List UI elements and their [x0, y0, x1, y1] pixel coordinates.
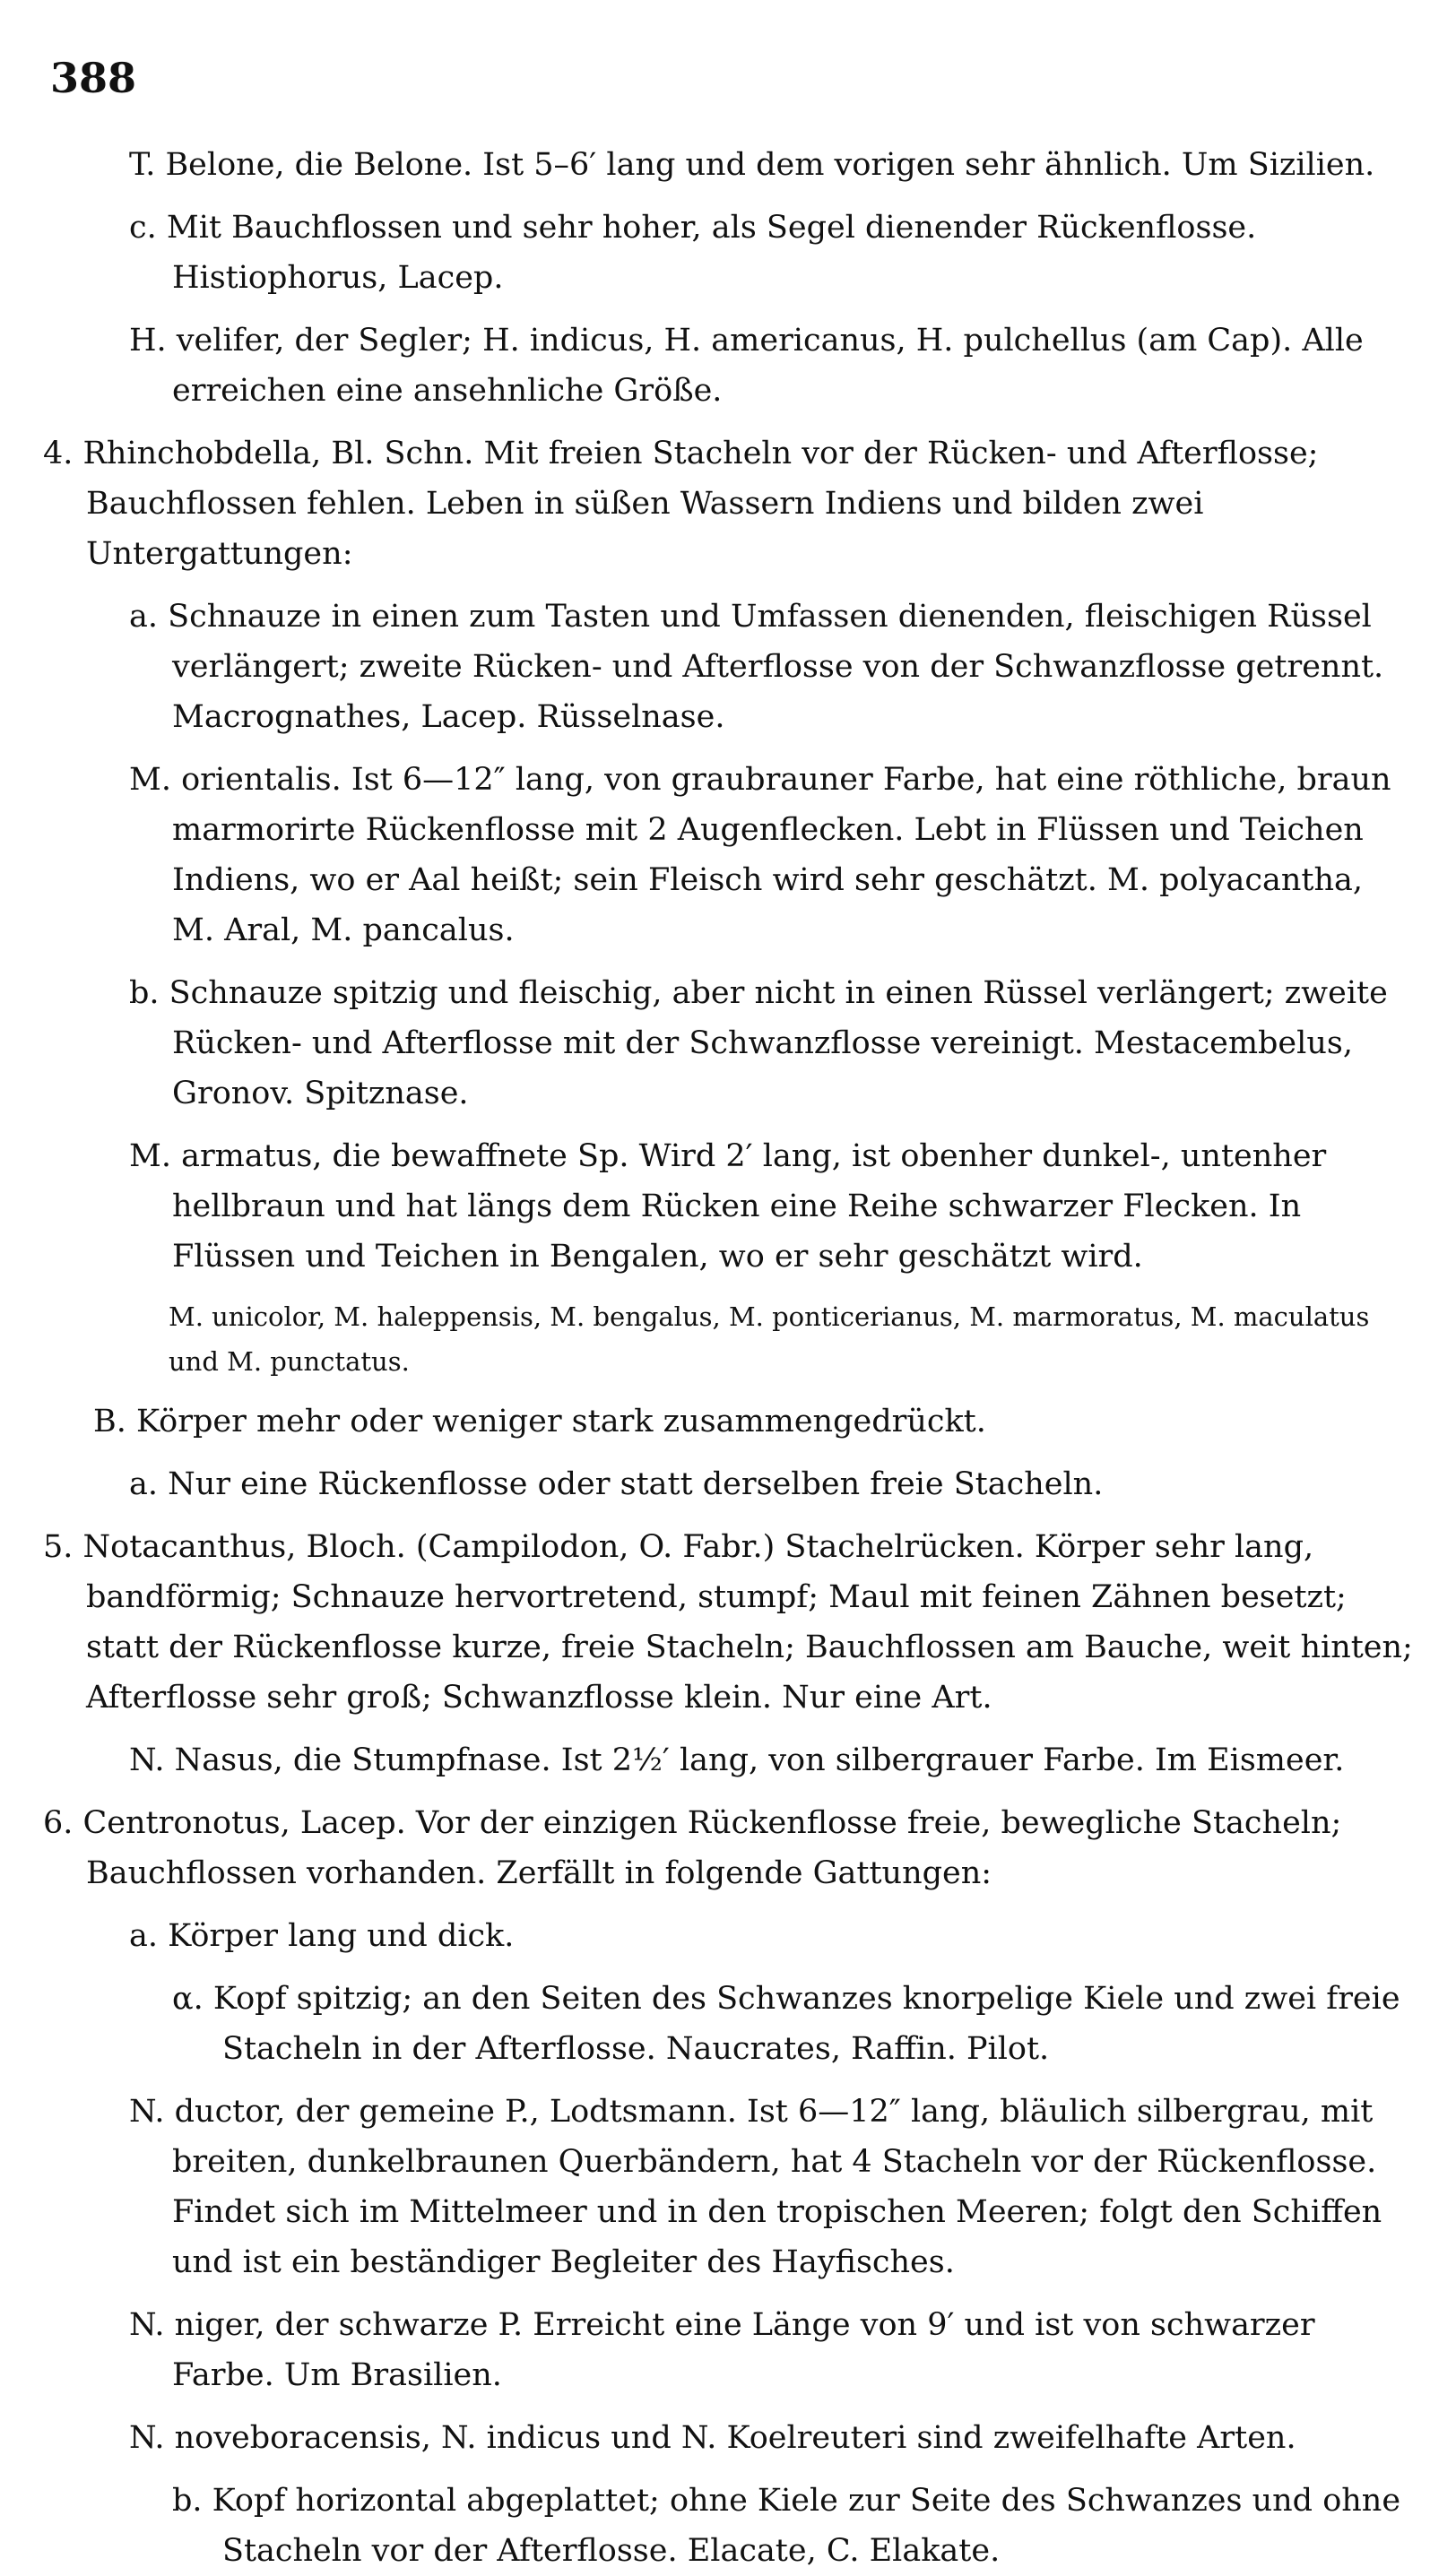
paragraph: H. velifer, der Segler; H. indicus, H. americanus, H. pulchellus (am Cap). Alle erreichen eine ansehnliche Größe. — [129, 323, 1364, 409]
paragraph: N. Nasus, die Stumpfnase. Ist 2½′ lang, von silbergrauer Farbe. Im Eismeer. — [129, 1742, 1345, 1778]
paragraph: T. Belone, die Belone. Ist 5–6′ lang und dem vorigen sehr ähnlich. Um Sizilien. — [129, 147, 1375, 183]
paragraph: N. ductor, der gemeine P., Lodtsmann. Ist 6—12″ lang, bläulich silbergrau, mit breiten, dunkelbraunen Querbändern, hat 4 Stacheln vor der Rückenflosse. Findet sich im Mittelmeer und in den tropischen Meeren; folgt den Schiffen und ist ein beständiger Begleiter des Hayfisches. — [129, 2094, 1382, 2280]
paragraph: a. Nur eine Rückenflosse oder statt derselben freie Stacheln. — [129, 1466, 1104, 1502]
paragraph: a. Körper lang und dick. — [129, 1918, 515, 1954]
paragraph: M. orientalis. Ist 6—12″ lang, von graubrauner Farbe, hat eine röthliche, braun marmorirte Rückenflosse mit 2 Augenflecken. Lebt in Flüssen und Teichen Indiens, wo er Aal heißt; sein Fleisch wird sehr geschätzt. M. polyacantha, M. Aral, M. pancalus. — [129, 762, 1391, 948]
paragraph: α. Kopf spitzig; an den Seiten des Schwanzes knorpelige Kiele und zwei freie Stacheln in der Afterflosse. Naucrates, Raffin. Pilot. — [172, 1981, 1400, 2067]
paragraph: c. Mit Bauchflossen und sehr hoher, als Segel dienender Rückenflosse. Histiophorus, Lacep. — [129, 210, 1257, 296]
paragraph: 6. Centronotus, Lacep. Vor der einzigen Rückenflosse freie, bewegliche Stacheln; Bauchflossen vorhanden. Zerfällt in folgende Gattungen: — [43, 1805, 1342, 1891]
paragraph: b. Kopf horizontal abgeplattet; ohne Kiele zur Seite des Schwanzes und ohne Stacheln vor der Afterflosse. Elacate, C. Elakate. — [172, 2483, 1401, 2569]
paragraph: N. noveboracensis, N. indicus und N. Koelreuteri sind zweifelhafte Arten. — [129, 2420, 1296, 2456]
paragraph: B. Körper mehr oder weniger stark zusammengedrückt. — [93, 1404, 986, 1439]
paragraph: M. armatus, die bewaffnete Sp. Wird 2′ lang, ist obenher dunkel-, untenher hellbraun und hat längs dem Rücken eine Reihe schwarzer Flecken. In Flüssen und Teichen in Bengalen, wo er sehr geschätzt wird. — [129, 1138, 1327, 1275]
paragraph: b. Schnauze spitzig und fleischig, aber nicht in einen Rüssel verlängert; zweite Rücken- und Afterflosse mit der Schwanzflosse vereinigt. Mestacembelus, Gronov. Spitznase. — [129, 975, 1388, 1111]
page-body — [43, 140, 1413, 2576]
paragraph: M. unicolor, M. haleppensis, M. bengalus, M. ponticerianus, M. marmoratus, M. maculatus und M. punctatus. — [169, 1301, 1370, 1377]
paragraph: 5. Notacanthus, Bloch. (Campilodon, O. Fabr.) Stachelrücken. Körper sehr lang, bandförmig; Schnauze hervortretend, stumpf; Maul mit feinen Zähnen besetzt; statt der Rückenflosse kurze, freie Stacheln; Bauchflossen am Bauche, weit hinten; Afterflosse sehr groß; Schwanzflosse klein. Nur eine Art. — [43, 1529, 1413, 1716]
page-number: 388 — [50, 54, 137, 102]
paragraph: a. Schnauze in einen zum Tasten und Umfassen dienenden, fleischigen Rüssel verlängert; zweite Rücken- und Afterflosse von der Schwanzflosse getrennt. Macrognathes, Lacep. Rüsselnase. — [129, 599, 1384, 735]
paragraph: 4. Rhinchobdella, Bl. Schn. Mit freien Stacheln vor der Rücken- und Afterflosse; Bauchflossen fehlen. Leben in süßen Wassern Indiens und bilden zwei Untergattungen: — [43, 436, 1319, 572]
paragraph: N. niger, der schwarze P. Erreicht eine Länge von 9′ und ist von schwarzer Farbe. Um Brasilien. — [129, 2307, 1315, 2393]
